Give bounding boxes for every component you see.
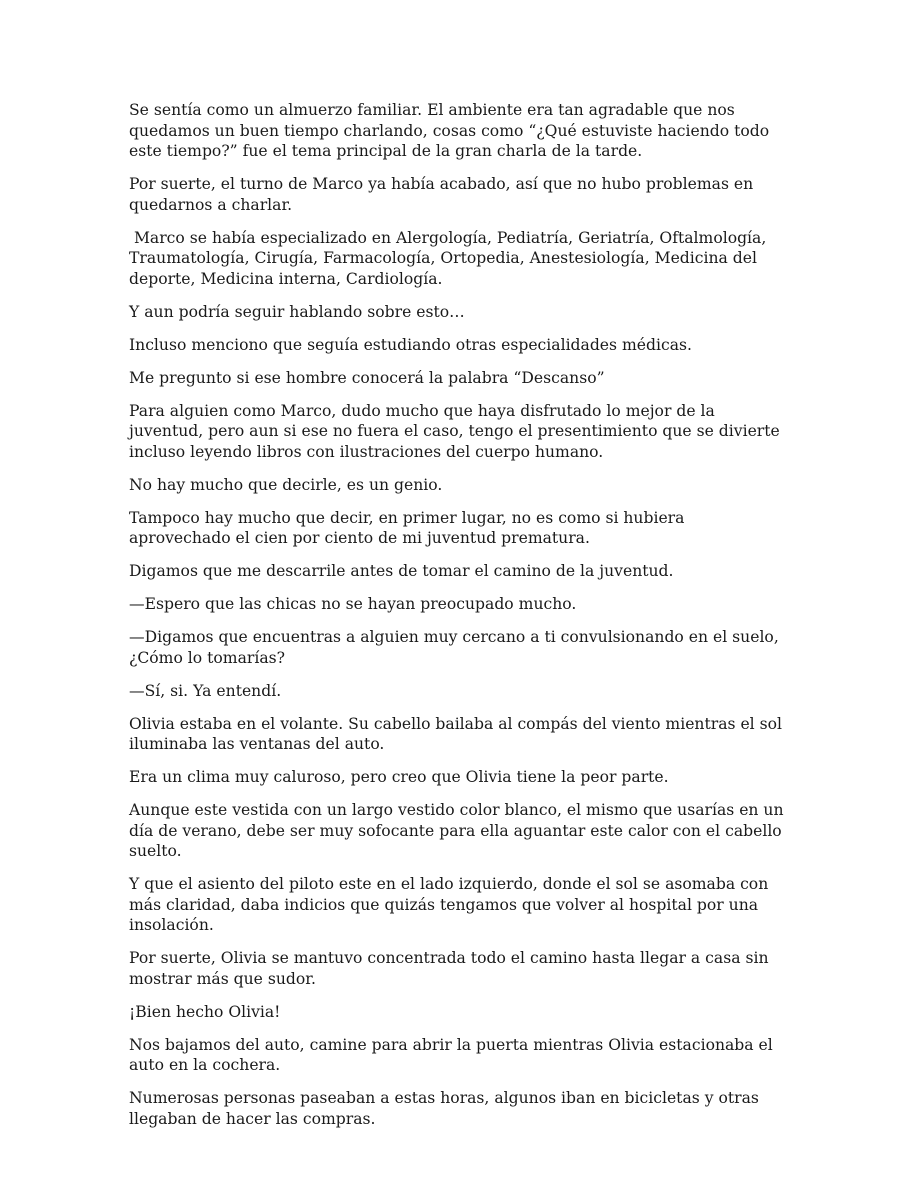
paragraph: Me pregunto si ese hombre conocerá la palabra “Descanso” <box>129 368 605 387</box>
paragraph: No hay mucho que decirle, es un genio. <box>129 475 443 494</box>
paragraph: Se sentía como un almuerzo familiar. El ambiente era tan agradable que nos quedamos un buen tiempo charlando, cosas como “¿Qué estuviste haciendo todo este tiempo?” fue el tema principal de la gran charla de la tarde. <box>129 101 775 160</box>
paragraph: Era un clima muy caluroso, pero creo que Olivia tiene la peor parte. <box>129 768 669 786</box>
paragraph: Olivia estaba en el volante. Su cabello bailaba al compás del viento mientras el sol iluminaba las ventanas del auto. <box>129 714 787 753</box>
paragraph: Por suerte, el turno de Marco ya había acabado, así que no hubo problemas en quedarnos a charlar. <box>129 175 759 214</box>
paragraph: Aunque este vestida con un largo vestido color blanco, el mismo que usarías en un día de verano, debe ser muy sofocante para ella aguantar este calor con el cabello suelto. <box>129 801 789 860</box>
paragraph: Y aun podría seguir hablando sobre esto… <box>129 302 465 321</box>
dialogue-line: —Espero que las chicas no se hayan preocupado mucho. <box>129 595 577 613</box>
paragraph: Numerosas personas paseaban a estas horas, algunos iban en bicicletas y otras llegaban de hacer las compras. <box>129 1089 764 1128</box>
dialogue-line: —Sí, si. Ya entendí. <box>129 681 282 700</box>
document-page <box>129 100 789 1142</box>
paragraph: Tampoco hay mucho que decir, en primer lugar, no es como si hubiera aprovechado el cien por ciento de mi juventud prematura. <box>129 508 690 547</box>
dialogue-line: —Digamos que encuentras a alguien muy cercano a ti convulsionando en el suelo, ¿Cómo lo tomarías? <box>129 628 784 667</box>
paragraph: Nos bajamos del auto, camine para abrir la puerta mientras Olivia estacionaba el auto en la cochera. <box>129 1035 778 1074</box>
paragraph: ¡Bien hecho Olivia! <box>129 1002 281 1021</box>
paragraph: Para alguien como Marco, dudo mucho que haya disfrutado lo mejor de la juventud, pero aun si ese no fuera el caso, tengo el presentimiento que se divierte incluso leyendo libros con ilustraciones del cuerpo humano. <box>129 401 785 461</box>
paragraph: Incluso menciono que seguía estudiando otras especialidades médicas. <box>129 335 692 354</box>
paragraph: Y que el asiento del piloto este en el lado izquierdo, donde el sol se asomaba con más claridad, daba indicios que quizás tengamos que volver al hospital por una insolación. <box>129 875 774 934</box>
paragraph: Marco se había especializado en Alergología, Pediatría, Geriatría, Oftalmología, Traumatología, Cirugía, Farmacología, Ortopedia, Anestesiología, Medicina del deporte, Medicina interna, Cardiología. <box>129 228 772 288</box>
paragraph: Digamos que me descarrile antes de tomar el camino de la juventud. <box>129 562 674 580</box>
paragraph: Por suerte, Olivia se mantuvo concentrada todo el camino hasta llegar a casa sin mostrar más que sudor. <box>129 949 774 988</box>
